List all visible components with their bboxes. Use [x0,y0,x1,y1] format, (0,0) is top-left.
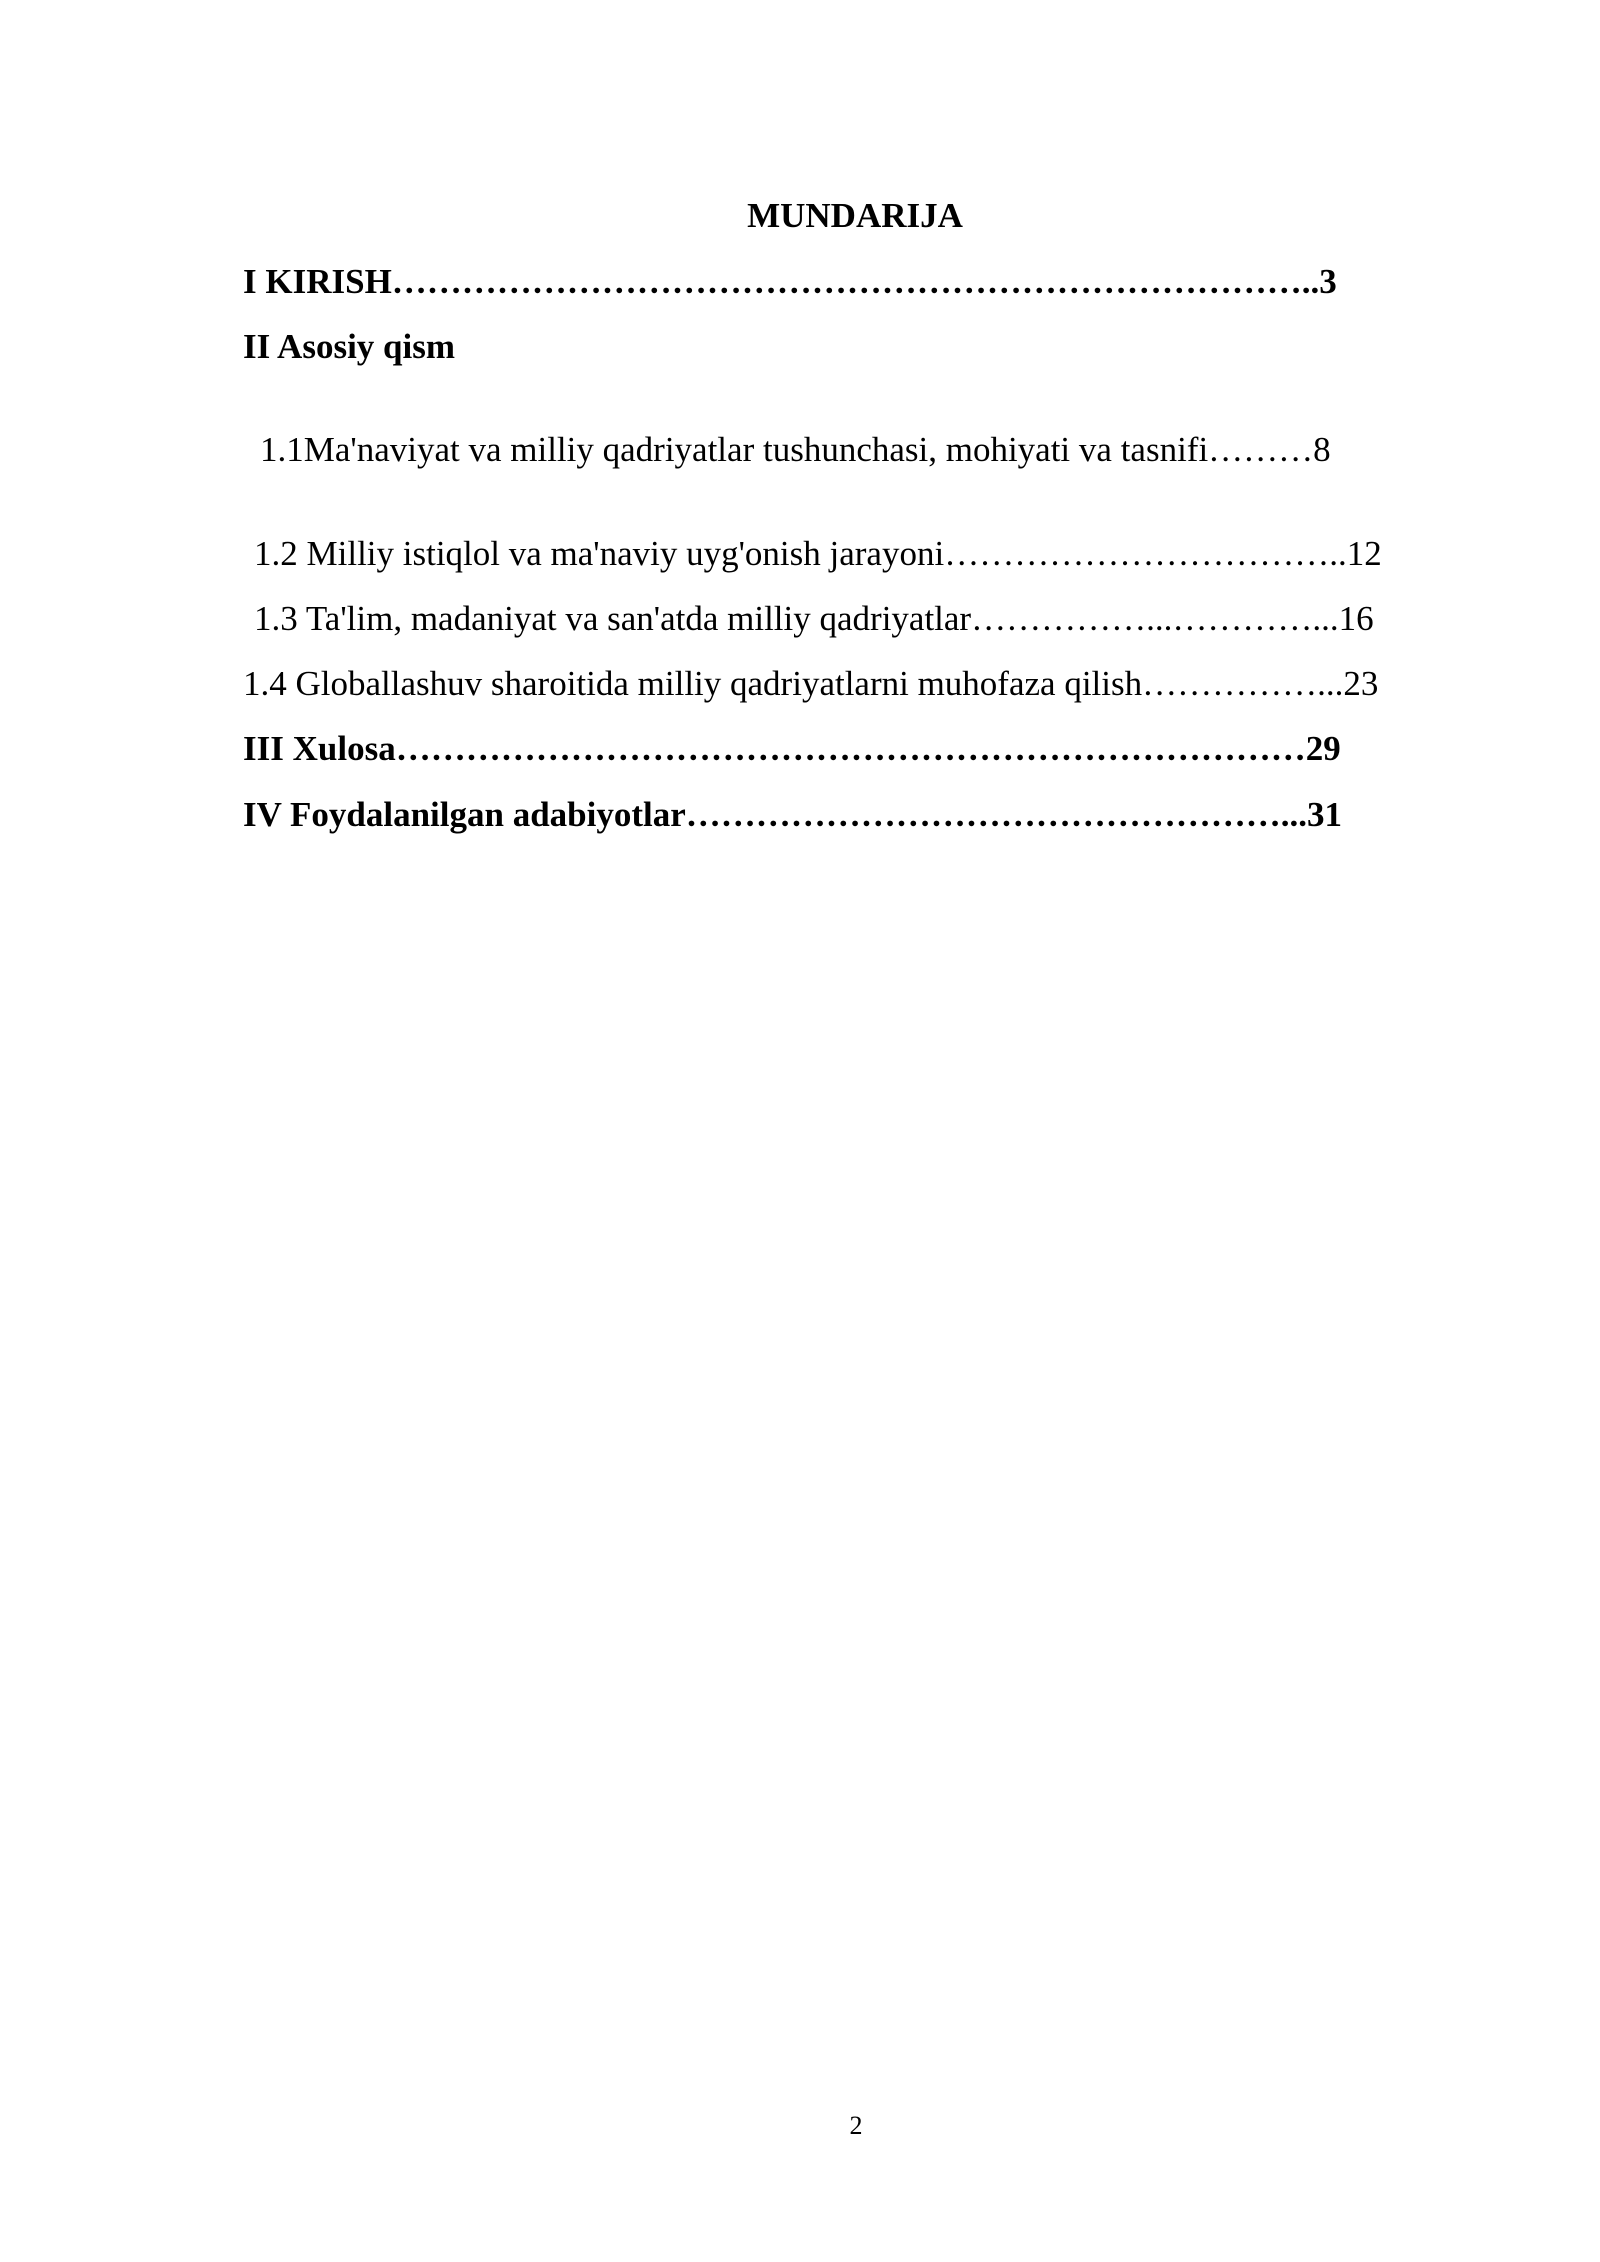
toc-entry-adabiyotlar: IV Foydalanilgan adabiyotlar……………………………………………...31 [243,795,1343,834]
toc-entry-1-2: 1.2 Milliy istiqlol va ma'naviy uyg'onish jarayoni……………………………..12 [254,534,1382,573]
toc-entry-kirish: I KIRISH……………………………………………………………………..3 [243,262,1337,301]
toc-entry-1-1: 1.1Ma'naviyat va milliy qadriyatlar tushunchasi, mohiyati va tasnifi………8 [260,430,1331,469]
page-number: 2 [849,2111,863,2140]
toc-entry-asosiy-qism: II Asosiy qism [243,327,456,366]
page-title: MUNDARIJA [747,196,963,235]
toc-entry-1-4: 1.4 Globallashuv sharoitida milliy qadriyatlarni muhofaza qilish……………...23 [243,664,1379,703]
toc-entry-xulosa: III Xulosa……………………………………………………………………29 [243,729,1341,768]
toc-entry-1-3: 1.3 Ta'lim, madaniyat va san'atda milliy qadriyatlar……………...…………...16 [254,599,1374,638]
